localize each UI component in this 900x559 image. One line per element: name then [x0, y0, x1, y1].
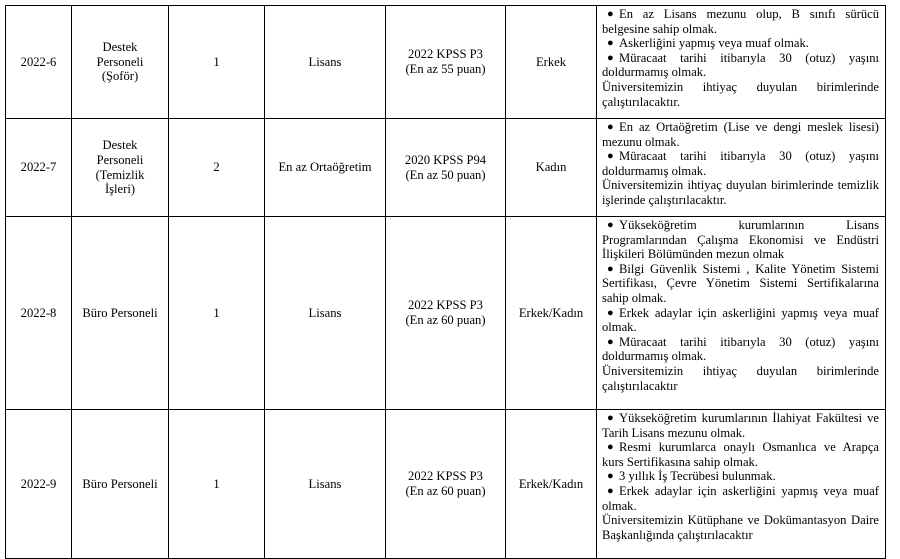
exam-type: 2022 KPSS P3 — [408, 47, 483, 62]
education-level: Lisans — [265, 410, 386, 559]
exam-min-score: (En az 60 puan) — [405, 484, 486, 498]
table-row — [6, 410, 886, 559]
requirements-cell — [597, 119, 886, 217]
bullet-icon: ● — [607, 262, 614, 275]
bullet-icon: ● — [607, 412, 614, 424]
exam-type: 2022 KPSS P3 — [408, 298, 483, 313]
requirement-item: ● Erkek adaylar için askerliğini yapmış veya muaf olmak. — [602, 305, 879, 335]
exam-requirement — [386, 119, 506, 217]
education-level: Lisans — [265, 6, 386, 119]
exam-requirement — [386, 6, 506, 119]
requirements-cell — [597, 410, 886, 559]
requirement-item: ● 3 yıllık İş Tecrübesi bulunmak. — [607, 469, 776, 484]
requirement-item: ● En az Lisans mezunu olup, B sınıfı sürücü belgesine sahip olmak. — [602, 7, 879, 36]
position-title-line: İşleri) — [104, 182, 136, 197]
exam-min-score: (En az 60 puan) — [405, 313, 486, 327]
requirement-note: Üniversitemizin ihtiyaç duyulan birimlerinde temizlik işlerinde çalıştırılacaktır. — [602, 178, 879, 207]
gender: Erkek/Kadın — [506, 410, 597, 559]
position-title — [72, 217, 169, 410]
bullet-icon: ● — [607, 150, 614, 163]
position-count: 2 — [169, 119, 265, 217]
bullet-icon: ● — [607, 470, 614, 483]
exam-min-score: (En az 50 puan) — [405, 167, 486, 182]
requirement-item: ● Erkek adaylar için askerliğini yapmış veya muaf olmak. — [602, 483, 879, 513]
exam-type: 2020 KPSS P94 — [404, 152, 487, 167]
requirement-item: ● Bilgi Güvenlik Sistemi , Kalite Yönetim Sistemi Sertifikası, Çevre Yönetim Sistemi Sertifikalarına sahip olmak. — [602, 261, 879, 305]
position-count: 1 — [169, 410, 265, 559]
requirement-item: ● Yükseköğretim kurumlarının Lisans Programlarından Çalışma Ekonomisi ve Endüstri İlişkileri Bölümünden mezun olmak — [602, 218, 879, 262]
job-postings-table — [5, 5, 886, 559]
position-count: 1 — [169, 217, 265, 410]
requirements-list — [602, 7, 879, 80]
position-title-line: Personeli — [96, 54, 144, 69]
bullet-icon: ● — [607, 335, 614, 348]
position-title-line: Destek — [102, 40, 138, 55]
requirement-note: Üniversitemizin ihtiyaç duyulan birimlerinde çalıştırılacaktır — [602, 363, 879, 393]
exam-type: 2022 KPSS P3 — [408, 469, 483, 484]
bullet-icon: ● — [607, 51, 614, 64]
requirements-cell — [597, 217, 886, 410]
table-row — [6, 217, 886, 410]
requirement-note: Üniversitemizin ihtiyaç duyulan birimlerinde çalıştırılacaktır. — [602, 79, 879, 109]
bullet-icon: ● — [607, 306, 614, 319]
requirements-list — [602, 120, 879, 178]
bullet-icon: ● — [607, 37, 614, 50]
position-title — [72, 6, 169, 119]
position-title-line: (Temizlik — [95, 167, 145, 182]
requirement-item: ● Müracaat tarihi itibarıyla 30 (otuz) yaşını doldurmamış olmak. — [602, 149, 879, 178]
exam-requirement — [386, 217, 506, 410]
requirements-cell — [597, 6, 886, 119]
requirements-list — [602, 411, 879, 513]
position-code: 2022-9 — [6, 410, 72, 559]
position-title — [72, 410, 169, 559]
exam-min-score: (En az 55 puan) — [405, 62, 486, 76]
position-title — [72, 119, 169, 217]
requirement-item: ● En az Ortaöğretim (Lise ve dengi meslek lisesi) mezunu olmak. — [602, 120, 879, 149]
table-row — [6, 119, 886, 217]
position-title-line: (Şoför) — [101, 69, 139, 84]
position-code: 2022-6 — [6, 6, 72, 119]
position-title-line: Büro Personeli — [82, 476, 158, 491]
requirement-item: ● Müracaat tarihi itibarıyla 30 (otuz) yaşını doldurmamış olmak. — [602, 334, 879, 364]
bullet-icon: ● — [607, 441, 614, 454]
position-title-line: Personeli — [96, 152, 144, 167]
bullet-icon: ● — [607, 8, 614, 20]
exam-requirement — [386, 410, 506, 559]
position-code: 2022-8 — [6, 217, 72, 410]
position-title-line: Büro Personeli — [82, 305, 158, 320]
requirement-item: ● Yükseköğretim kurumlarının İlahiyat Fakültesi ve Tarih Lisans mezunu olmak. — [602, 411, 879, 440]
education-level: En az Ortaöğretim — [265, 119, 386, 217]
bullet-icon: ● — [607, 121, 614, 133]
requirement-note: Üniversitemizin Kütüphane ve Dokümantasyon Daire Başkanlığında çalıştırılacaktır — [602, 513, 879, 542]
position-count: 1 — [169, 6, 265, 119]
position-code: 2022-7 — [6, 119, 72, 217]
gender: Kadın — [506, 119, 597, 217]
requirement-item: ● Askerliğini yapmış veya muaf olmak. — [607, 36, 809, 51]
gender: Erkek — [506, 6, 597, 119]
position-title-line: Destek — [102, 138, 138, 153]
requirement-item: ● Müracaat tarihi itibarıyla 30 (otuz) yaşını doldurmamış olmak. — [602, 50, 879, 80]
bullet-icon: ● — [607, 484, 614, 497]
table-row — [6, 6, 886, 119]
gender: Erkek/Kadın — [506, 217, 597, 410]
bullet-icon: ● — [607, 219, 614, 231]
requirements-list — [602, 218, 879, 364]
requirement-item: ● Resmi kurumlarca onaylı Osmanlıca ve Arapça kurs Sertifikasına sahip olmak. — [602, 440, 879, 469]
education-level: Lisans — [265, 217, 386, 410]
